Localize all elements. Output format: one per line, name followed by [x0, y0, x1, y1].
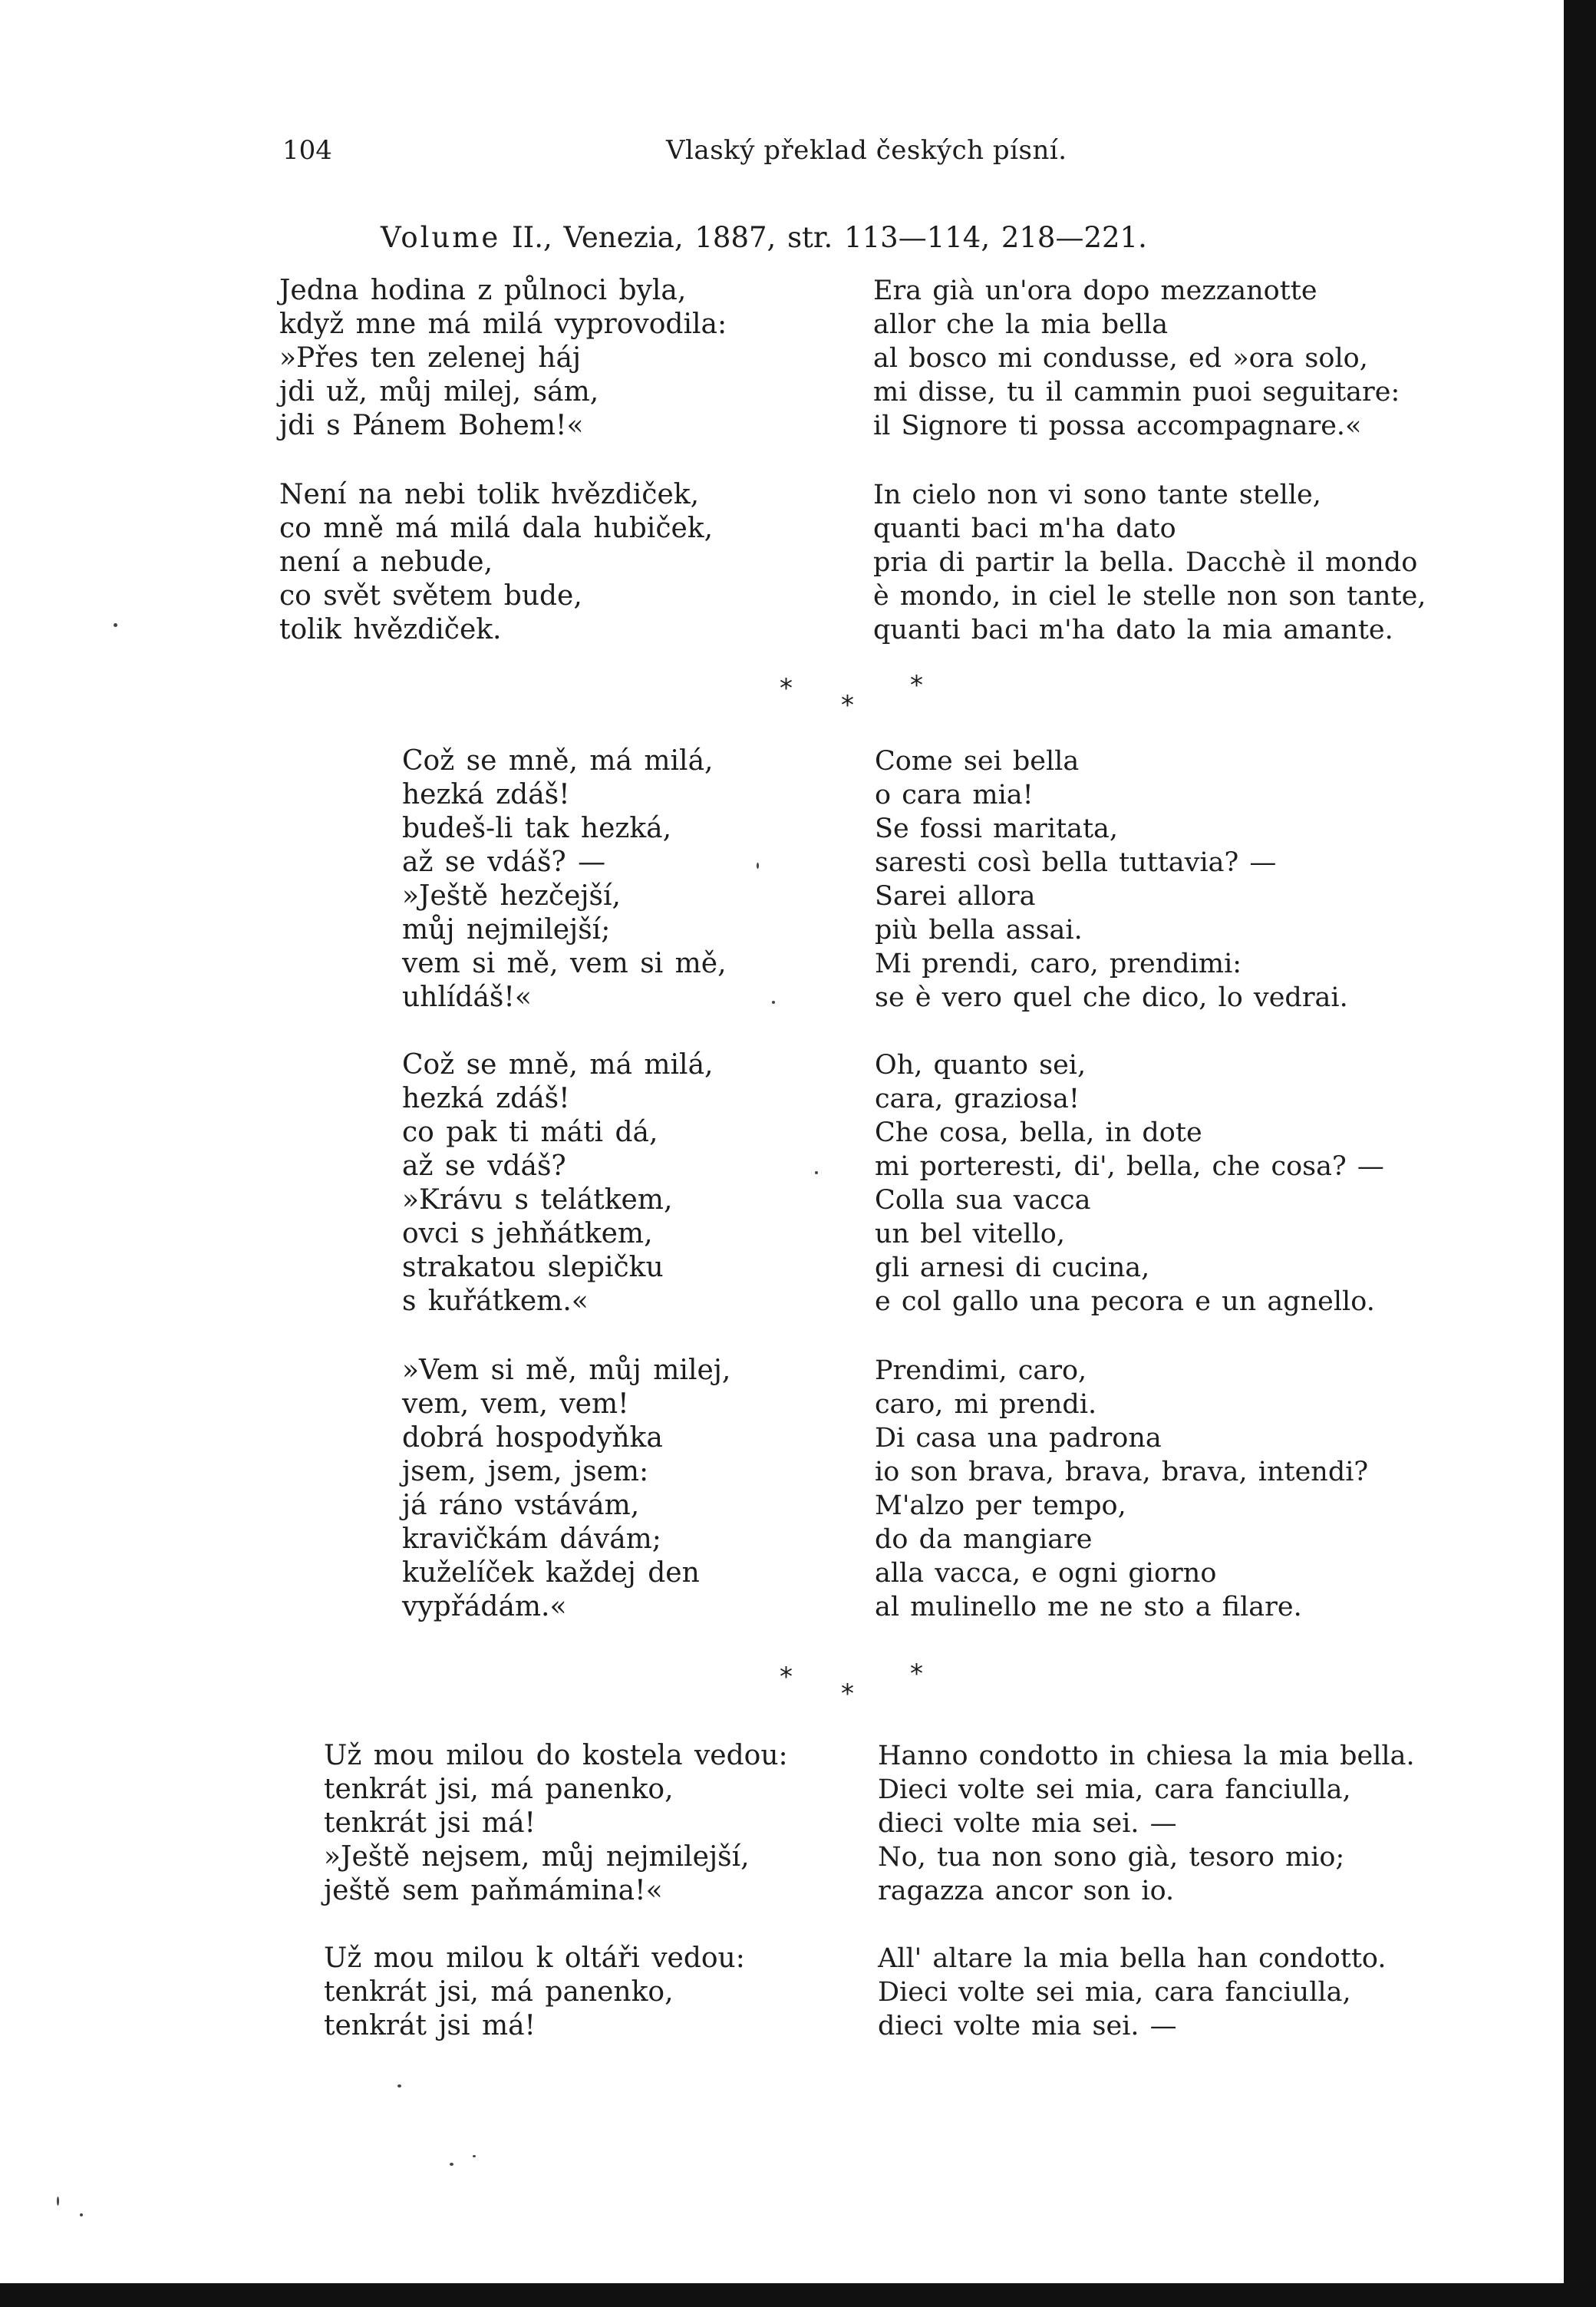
verse-line: Di casa una padrona [875, 1423, 1162, 1454]
verse-line: Což se mně, má milá, [402, 745, 714, 777]
verse-line: hezká zdáš! [402, 1083, 570, 1114]
verse-line: kravičkám dávám; [402, 1523, 661, 1555]
verse-line: tenkrát jsi má! [324, 2010, 536, 2041]
italian-stanza-3 [875, 744, 1348, 1015]
verse-line: co svět světem bude, [279, 580, 582, 612]
scan-speck [397, 2084, 401, 2088]
verse-line: Mi prendi, caro, prendimi: [875, 949, 1242, 979]
verse-line: M'alzo per tempo, [875, 1490, 1126, 1521]
volume-word: Volume [381, 221, 501, 254]
verse-line: il Signore ti possa accompagnare.« [873, 411, 1362, 441]
scan-speck [473, 2155, 476, 2157]
verse-line: hezká zdáš! [402, 779, 570, 810]
scan-border-right [1564, 0, 1596, 2307]
scan-speck [757, 863, 759, 869]
verse-line: »Ještě hezčejší, [402, 880, 621, 912]
italian-stanza-1 [873, 274, 1400, 443]
verse-line: un bel vitello, [875, 1219, 1065, 1249]
verse-line: dieci volte mia sei. — [878, 2011, 1177, 2041]
czech-stanza-3 [402, 744, 727, 1015]
verse-line: se è vero quel che dico, lo vedrai. [875, 982, 1348, 1013]
verse-line: mi porteresti, di', bella, che cosa? — [875, 1151, 1384, 1182]
verse-line: Hanno condotto in chiesa la mia bella. [878, 1741, 1415, 1771]
verse-line: tenkrát jsi, má panenko, [324, 1976, 674, 2008]
verse-line: ještě sem paňmámina!« [324, 1875, 663, 1906]
verse-line: co pak ti máti dá, [402, 1117, 658, 1148]
verse-line: al bosco mi condusse, ed »ora solo, [873, 343, 1368, 374]
verse-line: dobrá hospodyňka [402, 1422, 663, 1454]
verse-line: Dieci volte sei mia, cara fanciulla, [878, 1977, 1351, 2008]
verse-line: cara, graziosa! [875, 1084, 1080, 1114]
scan-border-bottom [0, 2283, 1596, 2307]
verse-line: quanti baci m'ha dato la mia amante. [873, 615, 1393, 645]
scan-speck [815, 1171, 818, 1174]
czech-stanza-7 [324, 1942, 745, 2043]
verse-line: jsem, jsem, jsem: [402, 1456, 649, 1487]
italian-stanza-7 [878, 1942, 1387, 2043]
verse-line: Už mou milou do kostela vedou: [324, 1740, 788, 1771]
verse-line: ragazza ancor son io. [878, 1876, 1175, 1906]
verse-line: dieci volte mia sei. — [878, 1808, 1177, 1839]
verse-line: Dieci volte sei mia, cara fanciulla, [878, 1774, 1351, 1805]
verse-line: já ráno vstávám, [402, 1490, 640, 1521]
verse-line: vypřádám.« [402, 1591, 567, 1622]
czech-stanza-2 [279, 478, 713, 647]
verse-line: pria di partir la bella. Dacchè il mondo [873, 547, 1418, 578]
czech-stanza-4 [402, 1048, 713, 1319]
italian-stanza-5 [875, 1354, 1368, 1624]
verse-line: e col gallo una pecora e un agnello. [875, 1286, 1375, 1317]
section-separator [780, 670, 933, 721]
running-title: Vlaský překlad českých písní. [666, 135, 1067, 166]
verse-line: když mne má milá vyprovodila: [279, 309, 727, 340]
verse-line: mi disse, tu il cammin puoi seguitare: [873, 377, 1400, 408]
scan-speck [80, 2213, 83, 2216]
asterisk-mark: * [841, 1678, 854, 1709]
scan-speck [114, 623, 117, 627]
verse-line: do da mangiare [875, 1524, 1093, 1555]
verse-line: Jedna hodina z půlnoci byla, [279, 275, 687, 306]
verse-line: gli arnesi di cucina, [875, 1253, 1150, 1283]
verse-line: In cielo non vi sono tante stelle, [873, 480, 1321, 510]
verse-line: Což se mně, má milá, [402, 1049, 714, 1081]
verse-line: budeš-li tak hezká, [402, 813, 672, 844]
verse-line: tenkrát jsi, má panenko, [324, 1774, 674, 1805]
verse-line: è mondo, in ciel le stelle non son tante, [873, 581, 1426, 612]
citation-rest: II., Venezia, 1887, str. 113—114, 218—221. [512, 221, 1147, 254]
verse-line: saresti così bella tuttavia? — [875, 847, 1277, 878]
verse-line: alla vacca, e ogni giorno [875, 1558, 1217, 1589]
verse-line: caro, mi prendi. [875, 1389, 1097, 1420]
section-separator [780, 1658, 933, 1710]
scan-speck [450, 2163, 453, 2166]
verse-line: tolik hvězdiček. [279, 614, 502, 645]
verse-line: ovci s jehňátkem, [402, 1218, 653, 1249]
verse-line: vem si mě, vem si mě, [402, 948, 727, 979]
verse-line: Prendimi, caro, [875, 1355, 1087, 1386]
verse-line: Není na nebi tolik hvězdiček, [279, 479, 700, 510]
italian-stanza-4 [875, 1048, 1384, 1319]
asterisk-mark: * [780, 1662, 793, 1692]
asterisk-mark: * [780, 673, 793, 704]
verse-line: No, tua non sono già, tesoro mio; [878, 1842, 1345, 1873]
verse-line: al mulinello me ne sto a filare. [875, 1592, 1302, 1622]
verse-line: Era già un'ora dopo mezzanotte [873, 276, 1317, 306]
czech-stanza-5 [402, 1354, 730, 1624]
italian-stanza-2 [873, 478, 1426, 647]
verse-line: »Ještě nejsem, můj nejmilejší, [324, 1841, 750, 1873]
verse-line: All' altare la mia bella han condotto. [878, 1943, 1387, 1974]
verse-line: až se vdáš? — [402, 847, 606, 878]
scan-speck [57, 2196, 59, 2206]
verse-line: vem, vem, vem! [402, 1388, 629, 1420]
verse-line: o cara mia! [875, 780, 1034, 810]
verse-line: »Přes ten zelenej háj [279, 342, 582, 374]
verse-line: kuželíček každej den [402, 1557, 700, 1589]
verse-line: »Vem si mě, můj milej, [402, 1355, 731, 1386]
verse-line: můj nejmilejší; [402, 914, 611, 946]
verse-line: Che cosa, bella, in dote [875, 1117, 1202, 1148]
verse-line: quanti baci m'ha dato [873, 513, 1176, 544]
verse-line: Sarei allora [875, 881, 1036, 912]
verse-line: più bella assai. [875, 915, 1083, 946]
verse-line: »Krávu s telátkem, [402, 1184, 673, 1216]
verse-line: io son brava, brava, brava, intendi? [875, 1457, 1369, 1487]
verse-line: strakatou slepičku [402, 1252, 664, 1283]
verse-line: jdi už, můj milej, sám, [279, 376, 599, 408]
verse-line: Se fossi maritata, [875, 814, 1119, 844]
verse-line: s kuřátkem.« [402, 1286, 589, 1317]
verse-line: až se vdáš? [402, 1150, 566, 1182]
verse-line: Už mou milou k oltáři vedou: [324, 1942, 745, 1974]
asterisk-mark: * [910, 1658, 923, 1689]
czech-stanza-6 [324, 1739, 788, 1908]
page-number: 104 [282, 135, 332, 166]
verse-line: uhlídáš!« [402, 982, 532, 1013]
asterisk-mark: * [841, 690, 854, 721]
verse-line: allor che la mia bella [873, 309, 1169, 340]
verse-line: Come sei bella [875, 746, 1080, 777]
scan-speck [772, 1001, 775, 1004]
verse-line: Oh, quanto sei, [875, 1050, 1087, 1081]
verse-line: jdi s Pánem Bohem!« [279, 410, 584, 441]
verse-line: není a nebude, [279, 546, 493, 578]
verse-line: co mně má milá dala hubiček, [279, 513, 714, 544]
italian-stanza-6 [878, 1739, 1415, 1908]
czech-stanza-1 [279, 274, 727, 443]
source-citation [381, 221, 1147, 254]
verse-line: tenkrát jsi má! [324, 1807, 536, 1839]
verse-line: Colla sua vacca [875, 1185, 1091, 1216]
asterisk-mark: * [910, 670, 923, 701]
